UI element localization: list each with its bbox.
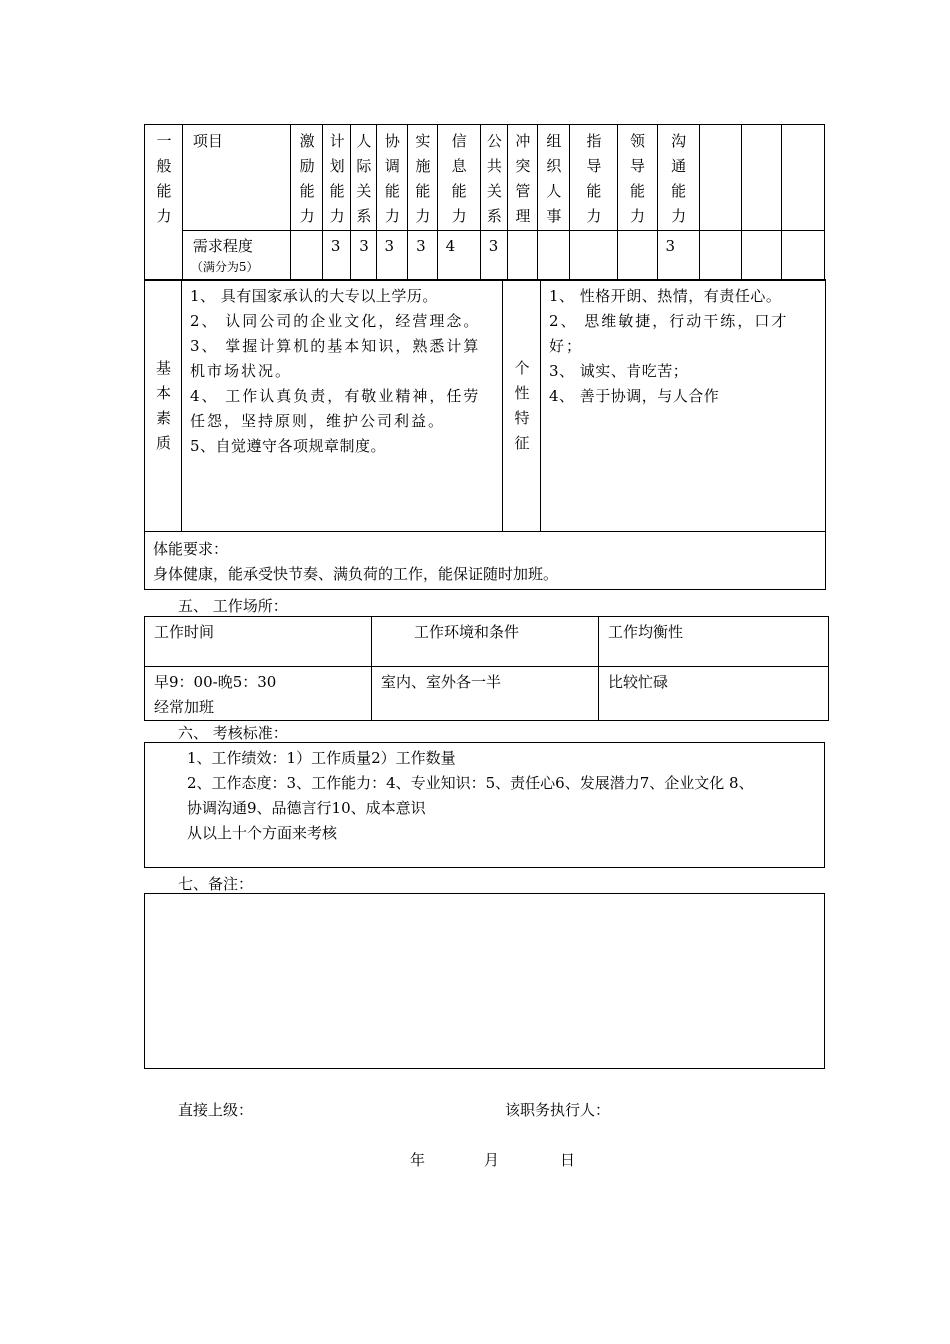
remarks-heading: 七、备注： xyxy=(178,875,254,893)
demand-value: 3 xyxy=(376,231,408,281)
assessment-box xyxy=(144,742,825,868)
general-ability-label-cell xyxy=(145,125,183,281)
date-month: 月 xyxy=(484,1151,500,1169)
assessment-line: 从以上十个方面来考核 xyxy=(187,824,338,842)
personality-items xyxy=(541,280,826,532)
remarks-box xyxy=(144,893,825,1069)
workplace-balance: 比较忙碌 xyxy=(599,667,829,721)
date-year: 年 xyxy=(410,1151,426,1169)
quality-table xyxy=(144,279,826,590)
demand-value xyxy=(508,231,537,281)
physical-label: 体能要求： xyxy=(153,540,229,558)
workplace-header-balance: 工作均衡性 xyxy=(599,617,829,667)
workplace-table xyxy=(144,616,829,721)
demand-value-empty xyxy=(741,231,781,281)
workplace-header-environment: 工作环境和条件 xyxy=(372,617,599,667)
ability-col-header: 协调能力 xyxy=(376,125,408,231)
demand-value xyxy=(617,231,657,281)
personality-item: 3、 诚实、肯吃苦； xyxy=(549,362,689,380)
personality-label-cell xyxy=(503,280,541,532)
personality-item: 1、 性格开朗、热情，有责任心。 xyxy=(549,287,782,305)
basic-quality-item: 1、 具有国家承认的大专以上学历。 xyxy=(190,287,438,305)
executor-label: 该职务执行人： xyxy=(505,1101,611,1119)
physical-text: 身体健康，能承受快节奏、满负荷的工作，能保证随时加班。 xyxy=(153,565,559,583)
workplace-time: 早9：00-晚5：30 经常加班 xyxy=(145,667,372,721)
physical-requirement-cell xyxy=(145,532,826,590)
ability-col-header: 领导能力 xyxy=(617,125,657,231)
demand-value-empty xyxy=(781,231,824,281)
ability-col-header: 沟通能力 xyxy=(657,125,699,231)
demand-value: 4 xyxy=(437,231,480,281)
basic-quality-item: 2、 认同公司的企业文化，经营理念。 xyxy=(190,312,481,330)
ability-col-header: 激励能力 xyxy=(291,125,323,231)
ability-col-header: 公共关系 xyxy=(480,125,507,231)
workplace-header-time: 工作时间 xyxy=(145,617,372,667)
ability-col-header: 人际关系 xyxy=(351,125,376,231)
demand-value: 3 xyxy=(408,231,437,281)
ability-col-header-empty xyxy=(741,125,781,231)
supervisor-label: 直接上级： xyxy=(178,1101,254,1119)
basic-quality-item: 4、 工作认真负责，有敬业精神，任劳任怨，坚持原则，维护公司利益。 xyxy=(190,387,481,430)
demand-value: 3 xyxy=(657,231,699,281)
assessment-line: 2、工作态度：3、工作能力：4、专业知识：5、责任心6、发展潜力7、企业文化 8、 xyxy=(187,774,754,792)
ability-col-header: 冲突管理 xyxy=(508,125,537,231)
basic-quality-item: 3、 掌握计算机的基本知识，熟悉计算机市场状况。 xyxy=(190,337,481,380)
demand-label: 需求程度 xyxy=(192,237,253,255)
basic-quality-items xyxy=(182,280,503,532)
ability-col-header: 指导能力 xyxy=(570,125,617,231)
ability-col-header-empty xyxy=(781,125,824,231)
general-ability-table xyxy=(144,124,825,281)
general-ability-label: 一般能力 xyxy=(156,132,172,225)
demand-value: 3 xyxy=(322,231,350,281)
assessment-line: 协调沟通9、品德言行10、成本意识 xyxy=(187,799,426,817)
assessment-line: 1、工作绩效：1）工作质量2）工作数量 xyxy=(187,749,456,767)
basic-quality-label-cell xyxy=(145,280,182,532)
personality-label: 个性特征 xyxy=(514,358,530,452)
workplace-environment: 室内、室外各一半 xyxy=(372,667,599,721)
assessment-heading: 六、 考核标准： xyxy=(178,724,288,742)
personality-item: 4、 善于协调，与人合作 xyxy=(549,387,720,405)
demand-value xyxy=(537,231,570,281)
ability-col-header-empty xyxy=(699,125,741,231)
demand-value: 3 xyxy=(351,231,376,281)
item-header: 项目 xyxy=(192,132,223,150)
ability-col-header: 组织人事 xyxy=(537,125,570,231)
demand-value xyxy=(291,231,323,281)
ability-col-header: 实施能力 xyxy=(408,125,437,231)
demand-label-cell xyxy=(182,231,290,281)
personality-item: 2、 思维敏捷，行动干练，口才好； xyxy=(549,312,789,355)
basic-quality-label: 基本素质 xyxy=(156,358,172,452)
workplace-heading: 五、 工作场所： xyxy=(178,597,288,615)
demand-value xyxy=(570,231,617,281)
ability-col-header: 计划能力 xyxy=(322,125,350,231)
demand-value-empty xyxy=(699,231,741,281)
ability-col-header: 信息能力 xyxy=(437,125,480,231)
date-day: 日 xyxy=(560,1151,576,1169)
demand-note: （满分为5） xyxy=(190,260,259,274)
basic-quality-item: 5、自觉遵守各项规章制度。 xyxy=(190,437,387,455)
item-header-cell xyxy=(182,125,290,231)
demand-value: 3 xyxy=(480,231,507,281)
